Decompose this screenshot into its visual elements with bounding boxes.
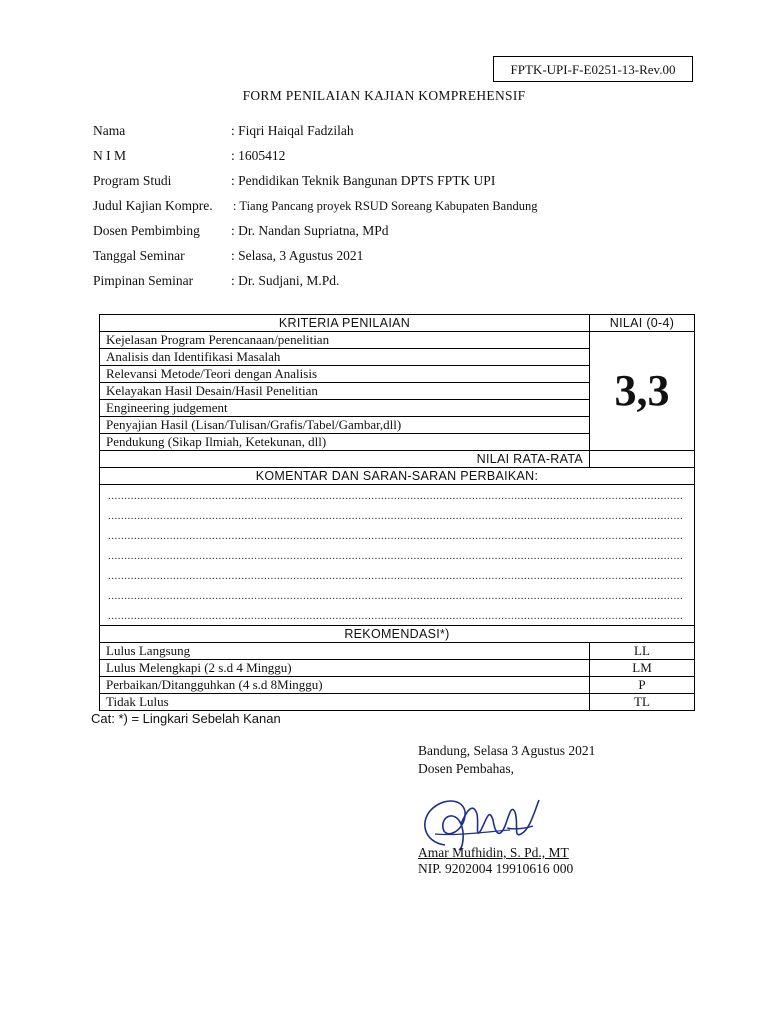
recommendation-label: Perbaikan/Ditangguhkan (4 s.d 8Minggu) [100,677,590,694]
average-row [100,451,695,468]
info-label: Pimpinan Seminar [93,273,194,288]
score-header: NILAI (0-4) [590,315,695,332]
average-label: NILAI RATA-RATA [100,451,590,468]
comment-line: ................................................................................................................................................................................. [108,570,684,582]
info-label: Judul Kajian Kompre. [93,198,213,213]
recommendation-label: Tidak Lulus [100,694,590,711]
recommendation-row [100,660,695,677]
info-label: N I M [93,148,126,163]
info-value: : Tiang Pancang proyek RSUD Soreang Kabupaten Bandung [233,199,538,213]
recommendation-header-row [100,626,695,643]
info-label: Dosen Pembimbing [93,223,200,238]
criteria-item: Engineering judgement [100,400,590,417]
criteria-header: KRITERIA PENILAIAN [100,315,590,332]
recommendation-row [100,677,695,694]
criteria-item: Kejelasan Program Perencanaan/penelitian [100,332,590,349]
recommendation-row [100,643,695,660]
comment-line: ................................................................................................................................................................................. [108,530,684,542]
recommendation-code[interactable]: P [590,677,695,694]
info-label: Program Studi [93,173,172,188]
form-code: FPTK-UPI-F-E0251-13-Rev.00 [493,56,693,82]
average-value [590,451,695,468]
table-row [100,332,695,349]
comment-area[interactable] [100,485,695,626]
comment-line: ................................................................................................................................................................................. [108,590,684,602]
info-value: : Dr. Sudjani, M.Pd. [231,273,340,288]
signature-place-date: Bandung, Selasa 3 Agustus 2021 [418,743,596,758]
info-label: Nama [93,123,126,138]
signature-name: Amar Mufhidin, S. Pd., MT [418,845,569,860]
footnote: Cat: *) = Lingkari Sebelah Kanan [91,711,281,726]
score-value: 3,3 [590,332,695,451]
comment-header-row [100,468,695,485]
comment-header: KOMENTAR DAN SARAN-SARAN PERBAIKAN: [100,468,695,485]
signature-nip: NIP. 9202004 19910616 000 [418,861,574,876]
comment-area-row [100,485,695,626]
recommendation-code[interactable]: TL [590,694,695,711]
criteria-item: Relevansi Metode/Teori dengan Analisis [100,366,590,383]
recommendation-row [100,694,695,711]
info-label: Tanggal Seminar [93,248,185,263]
criteria-item: Kelayakan Hasil Desain/Hasil Penelitian [100,383,590,400]
comment-line: ................................................................................................................................................................................. [108,510,684,522]
recommendation-code[interactable]: LL [590,643,695,660]
table-header-row [100,315,695,332]
assessment-table [99,314,695,711]
comment-line: ................................................................................................................................................................................. [108,550,684,562]
recommendation-code[interactable]: LM [590,660,695,677]
recommendation-label: Lulus Langsung [100,643,590,660]
info-value: : Selasa, 3 Agustus 2021 [231,248,364,263]
recommendation-label: Lulus Melengkapi (2 s.d 4 Minggu) [100,660,590,677]
criteria-item: Penyajian Hasil (Lisan/Tulisan/Grafis/Tabel/Gambar,dll) [100,417,590,434]
info-value: : 1605412 [231,148,286,163]
form-title: FORM PENILAIAN KAJIAN KOMPREHENSIF [242,88,526,103]
info-value: : Fiqri Haiqal Fadzilah [231,123,354,138]
criteria-item: Pendukung (Sikap Ilmiah, Ketekunan, dll) [100,434,590,451]
recommendation-header: REKOMENDASI*) [100,626,695,643]
comment-line: ................................................................................................................................................................................. [108,490,684,502]
info-value: : Dr. Nandan Supriatna, MPd [231,223,389,238]
signature-role: Dosen Pembahas, [418,761,514,776]
info-value: : Pendidikan Teknik Bangunan DPTS FPTK UPI [231,173,496,188]
comment-line: ................................................................................................................................................................................. [108,610,684,622]
criteria-item: Analisis dan Identifikasi Masalah [100,349,590,366]
